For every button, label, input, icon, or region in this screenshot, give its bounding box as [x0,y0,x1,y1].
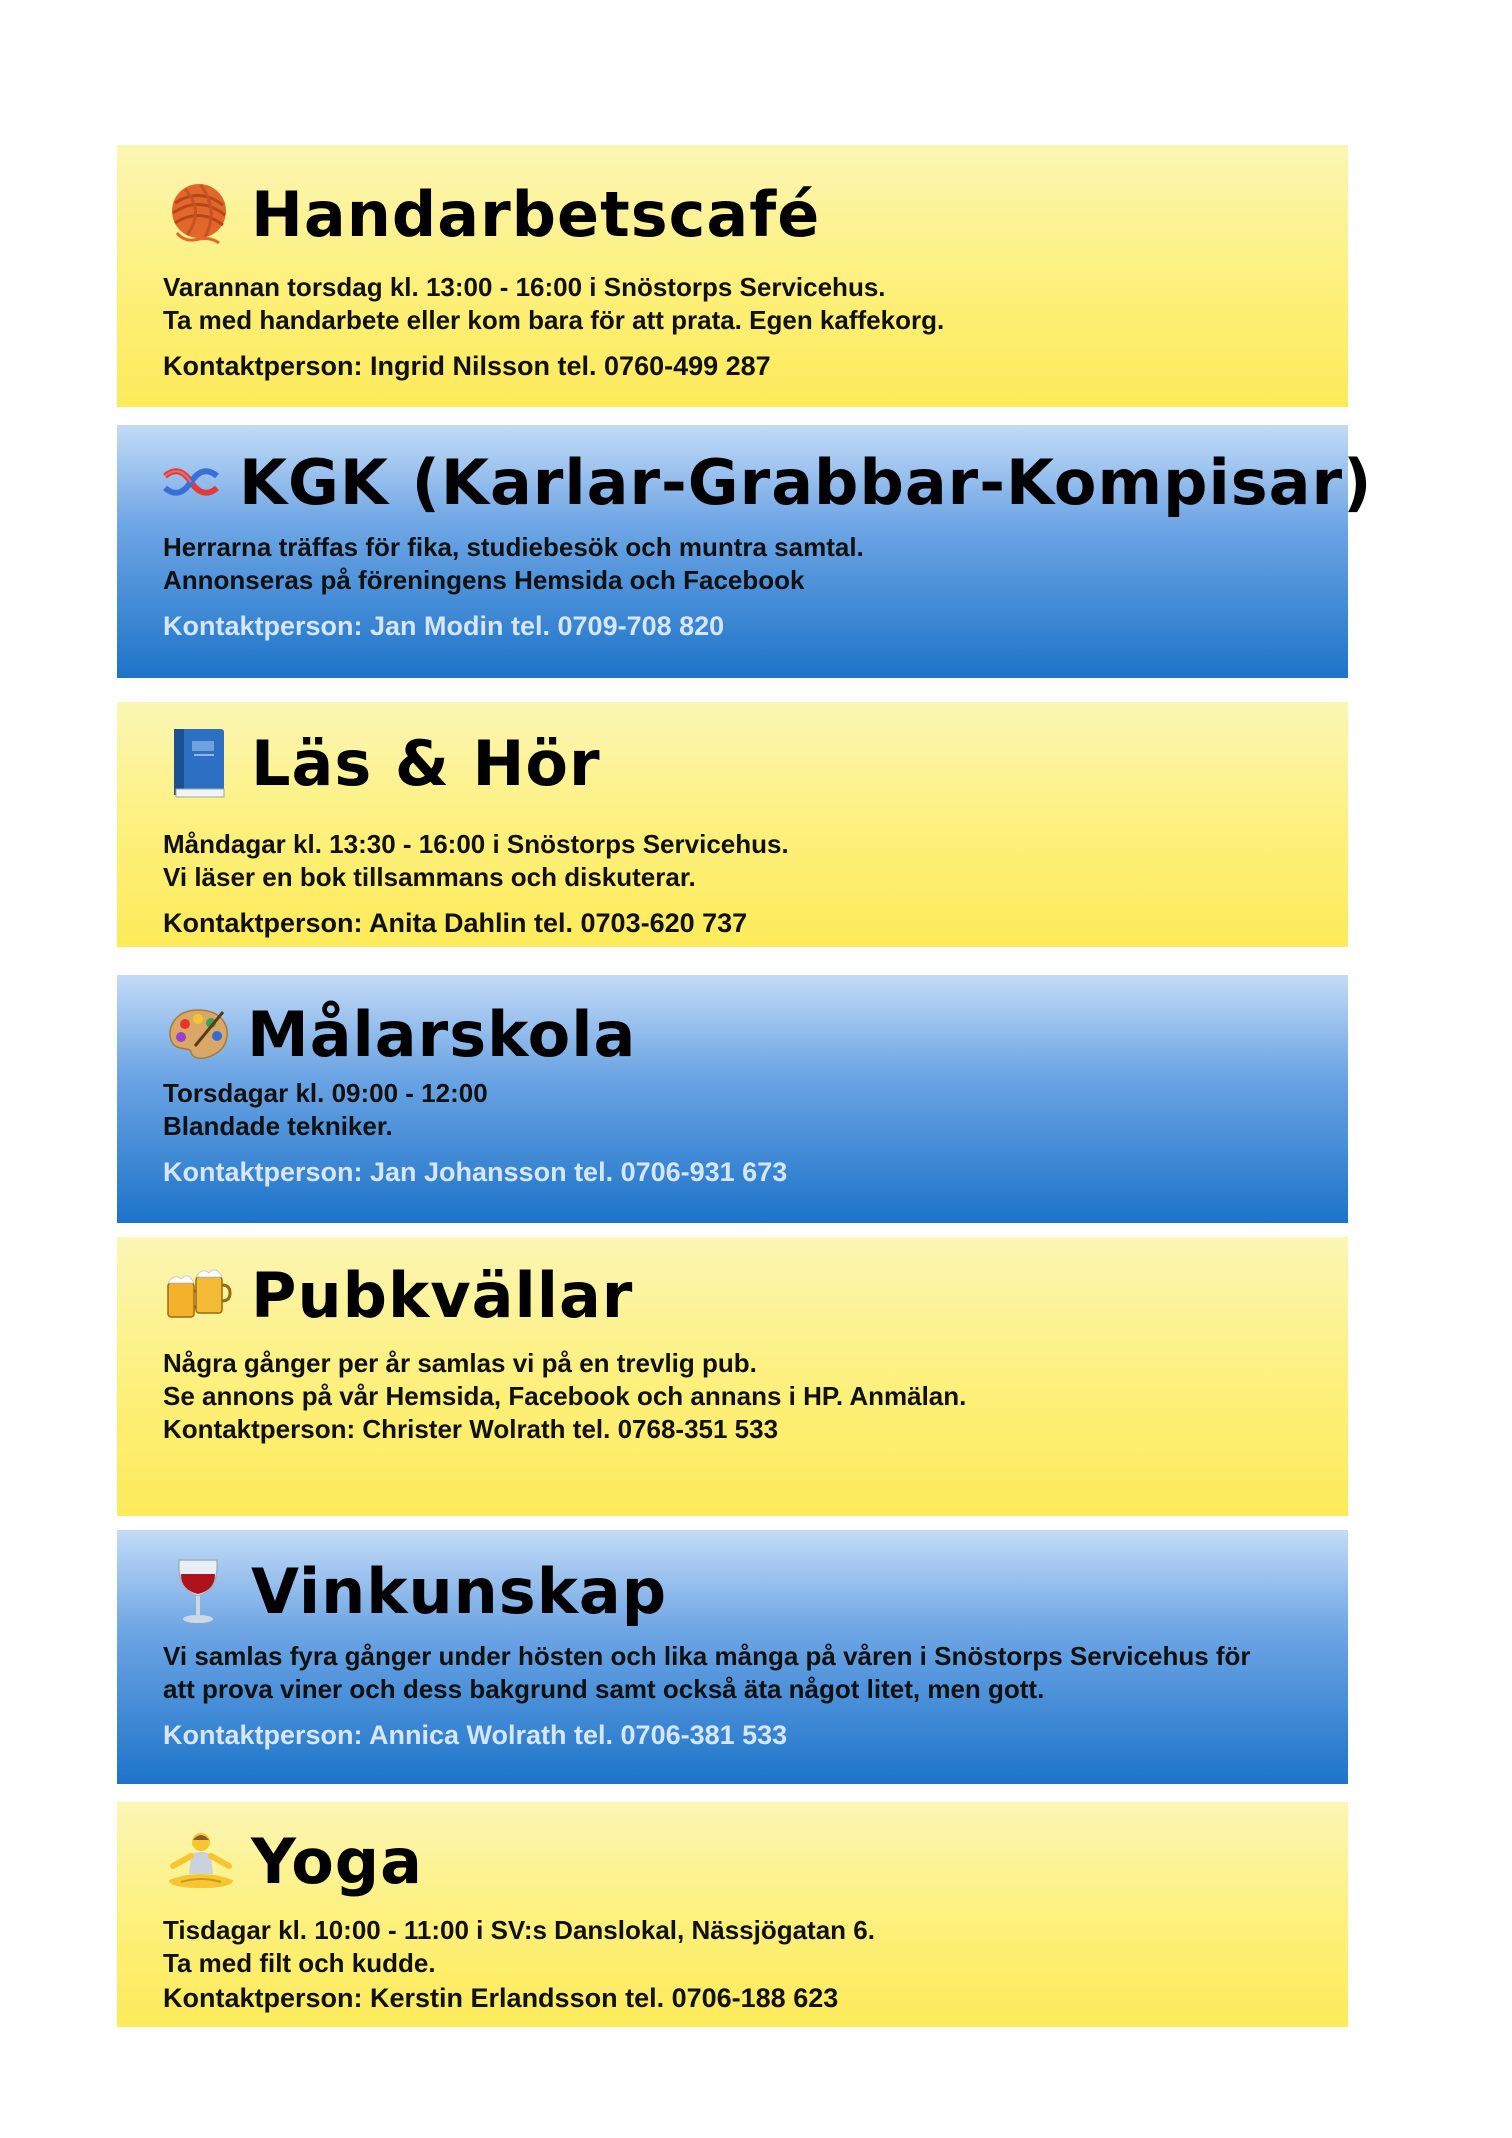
activity-description-line: Några gånger per år samlas vi på en trevlig pub. [163,1348,757,1378]
activity-header [163,993,1338,1075]
palette-icon [163,999,233,1069]
activity-contact: Kontaktperson: Christer Wolrath tel. 0768-351 533 [163,1414,779,1444]
activity-description-line: Måndagar kl. 13:30 - 16:00 i Snöstorps Servicehus. [163,829,789,859]
activity-title: KGK (Karlar-Grabbar-Kompisar) [239,445,1373,519]
yoga-person-icon [163,1826,239,1896]
activity-contact: Kontaktperson: Ingrid Nilsson tel. 0760-499 287 [163,351,771,381]
activity-card-handarbetscafe [117,145,1348,407]
activity-contact: Kontaktperson: Jan Johansson tel. 0706-931 673 [163,1157,788,1187]
activity-description-line: Torsdagar kl. 09:00 - 12:00 [163,1078,488,1108]
activity-description-line: att prova viner och dess bakgrund samt också äta något litet, men gott. [163,1674,1045,1704]
activity-card-pubkvallar [117,1237,1348,1516]
activity-header [163,173,1338,255]
activity-description-line: Blandade tekniker. [163,1111,393,1141]
activity-card-yoga [117,1802,1348,2027]
activity-description-line: Vi samlas fyra gånger under hösten och lika många på våren i Snöstorps Servicehus för [163,1641,1251,1671]
activity-card-las-hor [117,702,1348,947]
knot-icon [163,447,219,517]
yarn-ball-icon [163,179,233,249]
activity-contact: Kontaktperson: Annica Wolrath tel. 0706-381 533 [163,1720,788,1750]
activity-description-line: Varannan torsdag kl. 13:00 - 16:00 i Snöstorps Servicehus. [163,272,886,302]
activity-description-line: Herrarna träffas för fika, studiebesök och muntra samtal. [163,532,864,562]
activity-title: Handarbetscafé [251,177,821,251]
activity-description-line: Annonseras på föreningens Hemsida och Facebook [163,565,805,595]
activity-card-malarskola [117,975,1348,1223]
activity-header [163,441,1373,523]
activity-title: Läs & Hör [251,726,601,800]
activity-card-vinkunskap [117,1530,1348,1784]
activity-title: Vinkunskap [251,1554,668,1628]
activity-header [163,1254,1338,1336]
activity-card-kgk [117,425,1373,678]
activity-title: Yoga [251,1824,424,1898]
activity-description-line: Vi läser en bok tillsammans och diskuterar. [163,862,696,892]
activity-contact: Kontaktperson: Kerstin Erlandsson tel. 0706-188 623 [163,1983,839,2013]
activity-contact: Kontaktperson: Jan Modin tel. 0709-708 820 [163,611,725,641]
blue-book-icon [163,728,233,798]
wine-glass-icon [163,1556,233,1626]
activity-description-line: Se annons på vår Hemsida, Facebook och annans i HP. Anmälan. [163,1381,967,1411]
activity-description-line: Tisdagar kl. 10:00 - 11:00 i SV:s Danslokal, Nässjögatan 6. [163,1915,875,1945]
activity-contact: Kontaktperson: Anita Dahlin tel. 0703-620 737 [163,908,748,938]
activity-description-line: Ta med filt och kudde. [163,1948,436,1978]
activity-header [163,1550,1338,1632]
activity-title: Målarskola [247,997,637,1071]
activity-header [163,1820,1338,1902]
activity-description-line: Ta med handarbete eller kom bara för att prata. Egen kaffekorg. [163,305,945,335]
activity-title: Pubkvällar [251,1258,634,1332]
activity-header [163,722,1338,804]
beer-mugs-icon [163,1260,233,1330]
